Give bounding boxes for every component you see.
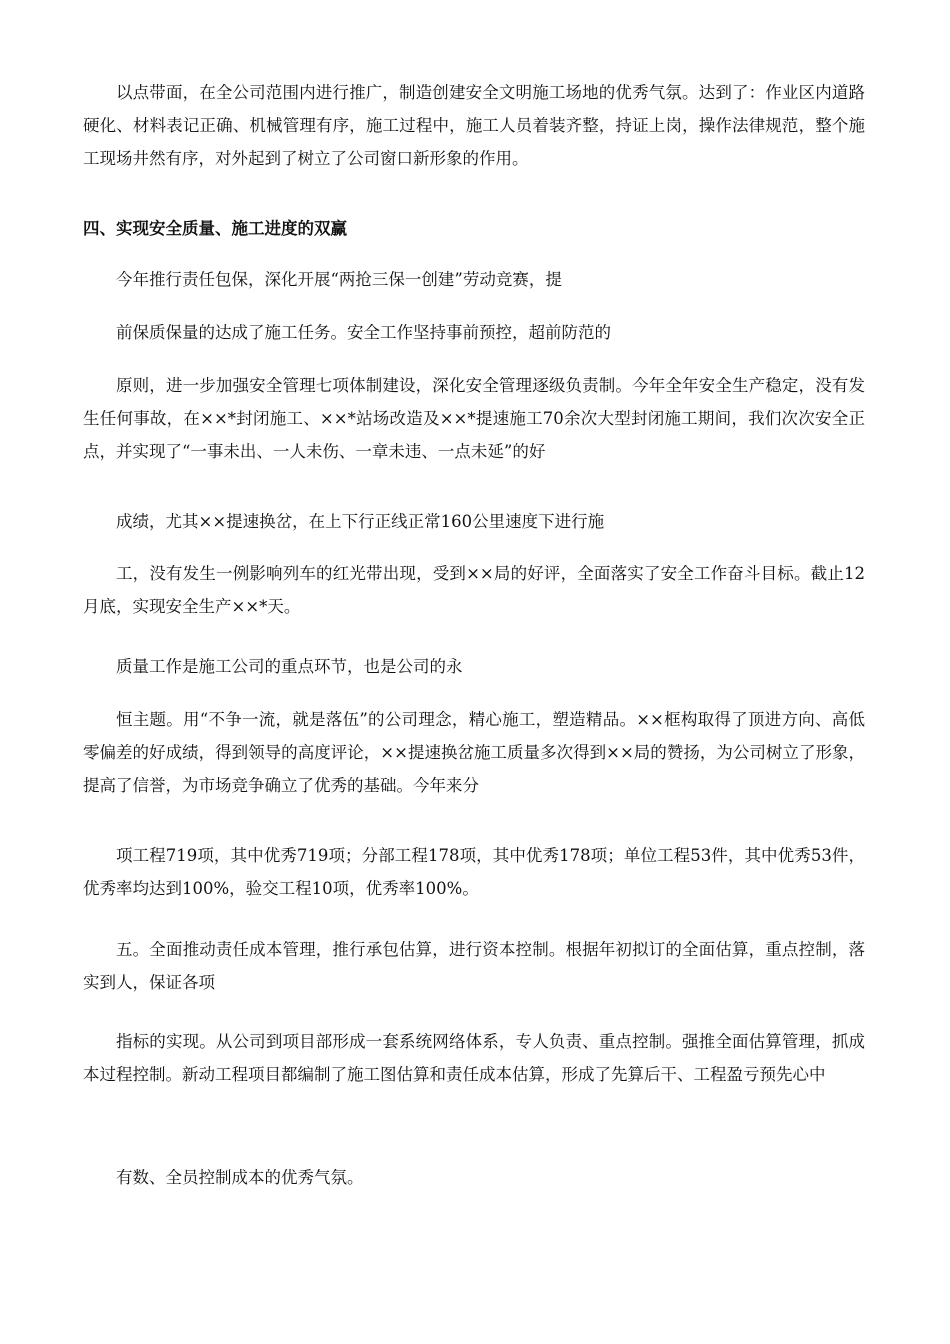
paragraph-2: 今年推行责任包保，深化开展“两抢三保一创建”劳动竞赛，提 bbox=[116, 270, 562, 289]
paragraph-9: 项工程719项，其中优秀719项；分部工程178项，其中优秀178项；单位工程53件，其中优秀53件，优秀率均达到100%，验交工程10项，优秀率100%。 bbox=[83, 846, 865, 898]
paragraph-7: 质量工作是施工公司的重点环节，也是公司的永 bbox=[116, 657, 463, 676]
paragraph-10: 五。全面推动责任成本管理，推行承包估算，进行资本控制。根据年初拟订的全面估算，重点控制，落实到人，保证各项 bbox=[83, 940, 865, 992]
paragraph-11: 指标的实现。从公司到项目部形成一套系统网络体系，专人负责、重点控制。强推全面估算管理，抓成本过程控制。新动工程项目都编制了施工图估算和责任成本估算，形成了先算后干、工程盈亏预先心中 bbox=[83, 1032, 865, 1084]
paragraph-6: 工，没有发生一例影响列车的红光带出现，受到××局的好评，全面落实了安全工作奋斗目标。截止12月底，实现安全生产××*天。 bbox=[83, 564, 865, 616]
paragraph-4: 原则，进一步加强安全管理七项体制建设，深化安全管理逐级负责制。今年全年安全生产稳定，没有发生任何事故，在××*封闭施工、××*站场改造及××*提速施工70余次大型封闭施工期间，我们次次安全正点，并实现了“一事未出、一人未伤、一章未违、一点未延”的好 bbox=[83, 376, 865, 461]
section-heading-4: 四、实现安全质量、施工进度的双赢 bbox=[83, 219, 347, 238]
paragraph-8: 恒主题。用“不争一流，就是落伍”的公司理念，精心施工，塑造精品。××框构取得了顶进方向、高低零偏差的好成绩，得到领导的高度评论，××提速换岔施工质量多次得到××局的赞扬，为公司树立了形象，提高了信誉，为市场竞争确立了优秀的基础。今年来分 bbox=[83, 710, 865, 795]
paragraph-5: 成绩，尤其××提速换岔，在上下行正线正常160公里速度下进行施 bbox=[116, 512, 605, 531]
paragraph-1: 以点带面，在全公司范围内进行推广，制造创建安全文明施工场地的优秀气氛。达到了：作业区内道路硬化、材料表记正确、机械管理有序，施工过程中，施工人员着装齐整，持证上岗，操作法律规范，整个施工现场井然有序，对外起到了树立了公司窗口新形象的作用。 bbox=[83, 83, 865, 168]
paragraph-12: 有数、全员控制成本的优秀气氛。 bbox=[116, 1168, 364, 1187]
paragraph-3: 前保质保量的达成了施工任务。安全工作坚持事前预控，超前防范的 bbox=[116, 323, 611, 342]
